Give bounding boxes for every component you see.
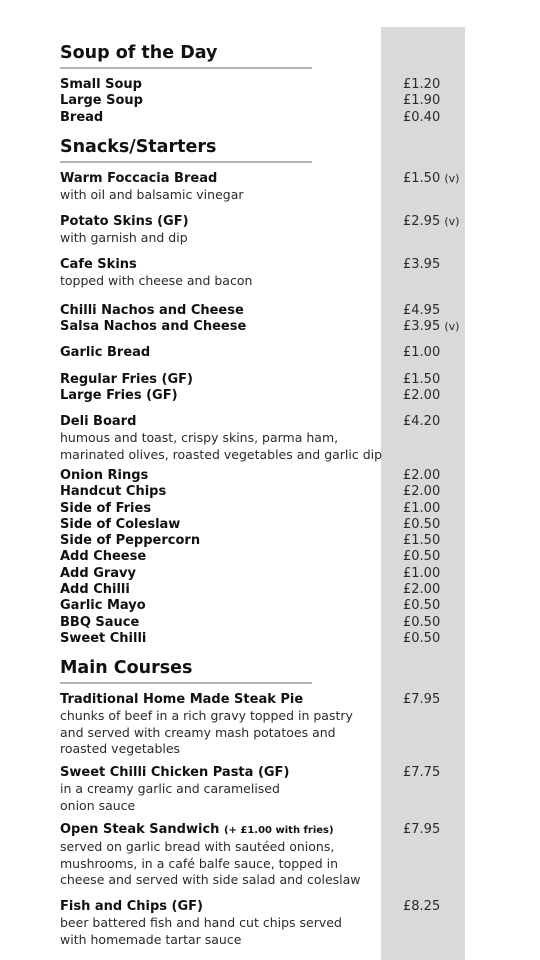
menu-item-cafe-skins (60, 257, 465, 290)
section-title-snacks: Snacks/Starters (60, 134, 312, 163)
soup-item-name: Small Soup (60, 77, 142, 92)
price-value: £2.95 (403, 214, 441, 229)
item-name: Fish and Chips (GF) (60, 899, 203, 914)
item-price: £3.95 (403, 257, 441, 272)
soup-item-price: £0.40 (403, 109, 441, 125)
extra-item-price: £1.00 (403, 500, 441, 516)
extra-item-name: Add Gravy (60, 565, 137, 581)
extra-item-name: Add Chilli (60, 582, 130, 598)
item-name: Warm Foccacia Bread (60, 171, 218, 186)
item-price: £1.00 (403, 345, 441, 360)
soup-item-price: £1.90 (403, 93, 441, 109)
menu-item-regular-fries (60, 372, 465, 388)
item-description: in a creamy garlic and caramelised (60, 781, 280, 797)
extra-item-price: £0.50 (403, 516, 441, 532)
soup-item-price: £1.20 (403, 77, 441, 92)
item-name-text: Open Steak Sandwich (60, 822, 220, 837)
menu-item-potato-skins (60, 214, 465, 247)
item-name: Deli Board (60, 414, 137, 429)
extra-item-price: £2.00 (403, 582, 441, 598)
extra-item-name: Add Cheese (60, 549, 147, 565)
menu-item-steak-pie (60, 692, 465, 757)
extras-item-list (60, 468, 200, 647)
item-name: Regular Fries (GF) (60, 372, 193, 387)
item-price: £1.50 (403, 372, 441, 387)
item-price: £4.20 (403, 414, 441, 429)
vegetarian-tag: (v) (444, 215, 460, 228)
item-description: cheese and served with side salad and coleslaw (60, 871, 361, 887)
menu-item-large-fries (60, 388, 465, 404)
extra-item-name: Garlic Mayo (60, 598, 146, 614)
item-description: served on garlic bread with sautéed onions, (60, 839, 335, 855)
item-name: Traditional Home Made Steak Pie (60, 692, 304, 707)
item-description: roasted vegetables (60, 740, 181, 756)
item-description: chunks of beef in a rich gravy topped in pastry (60, 708, 353, 724)
extra-item-price: £2.00 (403, 468, 441, 483)
item-name: Chilli Nachos and Cheese (60, 303, 244, 318)
item-description: with homemade tartar sauce (60, 931, 242, 947)
item-price (403, 319, 459, 335)
extra-item-name: Onion Rings (60, 468, 149, 483)
item-description: onion sauce (60, 797, 136, 813)
item-description: beer battered fish and hand cut chips served (60, 915, 342, 931)
extra-item-price: £0.50 (403, 598, 441, 614)
soup-item-name: Bread (60, 109, 104, 125)
extra-item-name: Sweet Chilli (60, 630, 147, 646)
menu-item-chicken-pasta (60, 765, 465, 814)
item-price: £4.95 (403, 303, 441, 318)
menu-item-salsa-nachos (60, 319, 465, 335)
extra-item-price: £2.00 (403, 484, 441, 500)
section-title-mains: Main Courses (60, 655, 312, 684)
item-description: with garnish and dip (60, 230, 188, 246)
item-description: topped with cheese and bacon (60, 273, 253, 289)
item-name: Salsa Nachos and Cheese (60, 319, 247, 334)
menu-item-steak-sandwich (60, 822, 465, 888)
menu-item-deli-board (60, 414, 465, 463)
extra-item-name: BBQ Sauce (60, 614, 140, 630)
price-value: £3.95 (403, 319, 441, 334)
item-name: Cafe Skins (60, 257, 137, 272)
vegetarian-tag: (v) (444, 320, 460, 333)
extra-item-price: £0.50 (403, 614, 441, 630)
extra-item-name: Side of Coleslaw (60, 516, 181, 532)
item-description: marinated olives, roasted vegetables and garlic dip (60, 446, 383, 462)
item-description: mushrooms, in a café balfe sauce, topped in (60, 855, 339, 871)
item-price: £2.00 (403, 388, 441, 403)
item-description: humous and toast, crispy skins, parma ham, (60, 430, 339, 446)
extra-item-name: Side of Fries (60, 500, 152, 516)
item-name: Sweet Chilli Chicken Pasta (GF) (60, 765, 290, 780)
soup-item-name: Large Soup (60, 93, 143, 109)
item-price (403, 171, 459, 187)
price-value: £1.50 (403, 171, 441, 186)
soup-item-list (60, 77, 143, 126)
extra-item-price: £0.50 (403, 549, 441, 565)
soup-price-list (403, 77, 440, 126)
item-price: £8.25 (403, 899, 441, 914)
section-title-soup: Soup of the Day (60, 40, 312, 69)
item-price (403, 214, 459, 230)
item-name: Large Fries (GF) (60, 388, 178, 403)
menu-item-fish-chips (60, 899, 465, 948)
item-note: (+ £1.00 with fries) (223, 825, 334, 836)
item-name (60, 822, 380, 839)
extras-price-list (403, 468, 440, 647)
extra-item-name: Handcut Chips (60, 484, 167, 500)
item-price: £7.95 (403, 822, 441, 837)
vegetarian-tag: (v) (444, 172, 460, 185)
extra-item-price: £1.00 (403, 565, 441, 581)
extra-item-price: £0.50 (403, 630, 441, 646)
menu-item-focaccia (60, 171, 465, 204)
extra-item-price: £1.50 (403, 533, 441, 549)
item-name: Garlic Bread (60, 345, 151, 360)
item-description: with oil and balsamic vinegar (60, 187, 244, 203)
menu-item-chilli-nachos (60, 303, 465, 319)
extra-item-name: Side of Peppercorn (60, 533, 201, 549)
menu-item-garlic-bread (60, 345, 465, 361)
item-name: Potato Skins (GF) (60, 214, 189, 229)
item-price: £7.95 (403, 692, 441, 707)
item-description: and served with creamy mash potatoes and (60, 724, 336, 740)
item-price: £7.75 (403, 765, 441, 780)
